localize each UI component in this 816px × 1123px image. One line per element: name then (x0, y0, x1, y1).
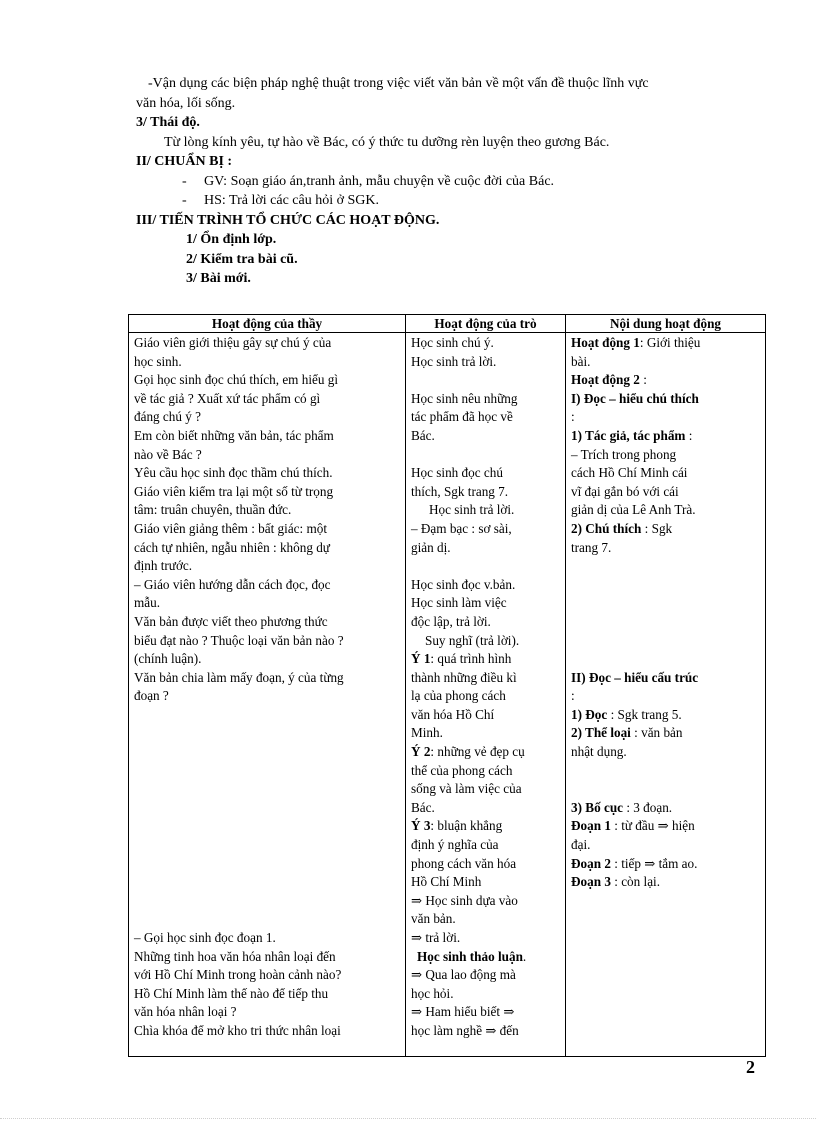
student-line: lạ của phong cách (411, 688, 506, 704)
teacher-line: Giáo viên giảng thêm : bất giác: một (134, 520, 328, 536)
student-line: Bác. (411, 427, 435, 443)
teacher-line: học sinh. (134, 353, 182, 369)
paragraph-2-line: Đoạn 2 : tiếp ⇒ tắm ao. (571, 855, 698, 871)
idea-2: Ý 2: những vẻ đẹp cụ (411, 744, 525, 760)
activity-2: Hoạt động 2 : (571, 372, 647, 388)
process-heading: III/ TIẾN TRÌNH TỔ CHỨC CÁC HOẠT ĐỘNG. (136, 212, 440, 228)
header-student: Hoạt động của trò (406, 315, 566, 333)
student-line: định ý nghĩa của (411, 837, 499, 853)
student-line: ⇒ Ham hiểu biết ⇒ (411, 1004, 515, 1020)
student-line: ⇒ Qua lao động mà (411, 967, 516, 983)
objective-line-continued: văn hóa, lối sống. (136, 95, 236, 111)
student-line: sống và làm việc của (411, 781, 522, 797)
student-line: giản dị. (411, 539, 451, 555)
student-line: Bác. (411, 799, 435, 815)
paragraph-3-line: Đoạn 3 : còn lại. (571, 874, 661, 890)
student-line: học làm nghề ⇒ đến (411, 1022, 519, 1038)
discussion-line: Học sinh thảo luận. (417, 948, 527, 964)
student-line: Học sinh làm việc (411, 595, 507, 611)
content-line: đại. (571, 837, 591, 853)
teacher-line: Chìa khóa để mở kho tri thức nhân loại (134, 1022, 341, 1038)
student-line: văn hóa Hồ Chí (411, 706, 495, 722)
teacher-line: Em còn biết những văn bản, tác phẩm (134, 427, 334, 443)
student-line: ⇒ trả lời. (411, 930, 461, 945)
student-line: phong cách văn hóa (411, 855, 517, 871)
table-header-row (129, 315, 766, 333)
genre-line: 2) Thể loại : văn bản (571, 725, 683, 741)
activity-table (128, 314, 766, 1057)
prep-item-student: - HS: Trả lời các câu hỏi ở SGK. (182, 193, 380, 208)
content-line: vĩ đại gắn bó với cái (571, 483, 679, 499)
teacher-line: mẫu. (134, 595, 161, 611)
content-line: : (571, 409, 575, 425)
student-line: thành những điều kì (411, 669, 517, 685)
teacher-line: đoạn ? (134, 688, 169, 704)
teacher-line: cách tự nhiên, ngẫu nhiên : không dự (134, 539, 330, 555)
table-row (129, 333, 766, 1057)
student-line: Học sinh trả lời. (411, 353, 497, 369)
student-line: Học sinh trả lời. (429, 502, 515, 518)
reading-line: 1) Đọc : Sgk trang 5. (571, 706, 682, 722)
student-line: thích, Sgk trang 7. (411, 483, 509, 499)
activity-1: Hoạt động 1: Giới thiệu (571, 335, 701, 350)
student-line: Học sinh đọc chú (411, 465, 503, 481)
step-1: 1/ Ổn định lớp. (186, 232, 277, 247)
student-line: Học sinh nêu những (411, 390, 518, 406)
student-cell (406, 333, 566, 1057)
teacher-line: với Hồ Chí Minh trong hoàn cảnh nào? (134, 967, 342, 983)
teacher-line: tâm: truân chuyên, thuần đức. (134, 502, 292, 518)
content-line: trang 7. (571, 539, 612, 555)
idea-3: Ý 3: bluận khẳng (411, 818, 503, 834)
student-line: – Đạm bạc : sơ sài, (411, 520, 512, 536)
preparation-heading: II/ CHUẨN BỊ : (136, 154, 233, 169)
content-line: giản dị của Lê Anh Trà. (571, 502, 696, 518)
teacher-line: văn hóa nhân loại ? (134, 1004, 237, 1020)
attitude-heading: 3/ Thái độ. (136, 115, 200, 130)
student-line: ⇒ Học sinh dựa vào (411, 892, 518, 908)
page-bottom-divider (0, 1118, 816, 1119)
student-line: văn bản. (411, 911, 456, 927)
student-line: tác phẩm đã học về (411, 409, 513, 425)
content-line: : (571, 688, 575, 704)
layout-line: 3) Bố cục : 3 đoạn. (571, 799, 673, 815)
teacher-line: Giáo viên kiểm tra lại một số từ trọng (134, 483, 334, 499)
page-number: 2 (746, 1057, 755, 1077)
teacher-line: Hồ Chí Minh làm thế nào để tiếp thu (134, 985, 329, 1001)
teacher-line: Giáo viên giới thiệu gây sự chú ý của (134, 335, 332, 350)
teacher-line: định trước. (134, 558, 193, 574)
intro-section (136, 74, 806, 289)
student-line: Minh. (411, 725, 443, 741)
author-work-heading: 1) Tác giả, tác phẩm : (571, 427, 693, 443)
annotation-heading: 2) Chú thích : Sgk (571, 520, 673, 536)
prep-item-teacher: - GV: Soạn giáo án,tranh ảnh, mẫu chuyện về cuộc đời của Bác. (182, 173, 555, 189)
content-cell (566, 333, 766, 1057)
idea-1: Ý 1: quá trình hình (411, 651, 512, 667)
student-line: Học sinh chú ý. (411, 335, 494, 350)
section-2-heading: II) Đọc – hiểu cấu trúc (571, 669, 699, 685)
student-line: Học sinh đọc v.bản. (411, 576, 516, 592)
teacher-line: – Giáo viên hướng dẫn cách đọc, đọc (134, 576, 331, 592)
teacher-line: biểu đạt nào ? Thuộc loại văn bản nào ? (134, 632, 344, 648)
teacher-line: Văn bản được viết theo phương thức (134, 613, 328, 629)
step-2: 2/ Kiểm tra bài cũ. (186, 251, 298, 267)
teacher-line: Những tinh hoa văn hóa nhân loại đến (134, 948, 336, 964)
teacher-line: Yêu cầu học sinh đọc thầm chú thích. (134, 465, 333, 481)
attitude-text: Từ lòng kính yêu, tự hào về Bác, có ý thức tu dưỡng rèn luyện theo gương Bác. (164, 134, 610, 150)
paragraph-1-line: Đoạn 1 : từ đầu ⇒ hiện (571, 818, 695, 834)
teacher-line: nào về Bác ? (134, 446, 202, 462)
objective-line: -Vận dụng các biện pháp nghệ thuật trong việc viết văn bản về một vấn đề thuộc lĩnh vực (148, 76, 649, 91)
student-line: độc lập, trả lời. (411, 613, 491, 629)
teacher-line: Văn bản chia làm mấy đoạn, ý của từng (134, 669, 344, 685)
teacher-line: – Gọi học sinh đọc đoạn 1. (134, 930, 276, 945)
header-content: Nội dung hoạt động (566, 315, 766, 333)
step-3: 3/ Bài mới. (186, 271, 251, 286)
student-line: Hồ Chí Minh (411, 874, 482, 890)
student-line: thể của phong cách (411, 762, 513, 778)
teacher-line: (chính luận). (134, 651, 202, 667)
content-line: nhật dụng. (571, 744, 627, 760)
content-line: – Trích trong phong (571, 446, 677, 462)
header-teacher: Hoạt động của thầy (129, 315, 406, 333)
section-1-heading: I) Đọc – hiểu chú thích (571, 390, 699, 406)
teacher-line: đáng chú ý ? (134, 409, 202, 425)
content-line: cách Hồ Chí Minh cái (571, 465, 688, 481)
student-line: Suy nghĩ (trả lời). (425, 632, 520, 648)
teacher-cell (129, 333, 406, 1057)
content-line: bài. (571, 353, 591, 369)
teacher-line: về tác giả ? Xuất xứ tác phẩm có gì (134, 390, 321, 406)
teacher-line: Gọi học sinh đọc chú thích, em hiểu gì (134, 372, 339, 388)
student-line: học hỏi. (411, 985, 454, 1001)
